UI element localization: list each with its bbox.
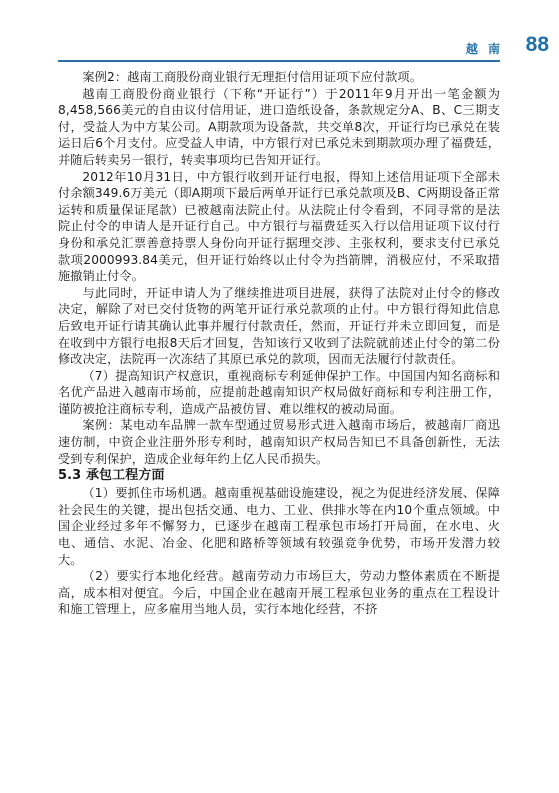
country-label: 越 南 xyxy=(465,42,503,56)
header-rule xyxy=(58,60,500,62)
page-body xyxy=(58,69,500,618)
case-2-paragraph-3: 与此同时，开证申请人为了继续推进项目进展，获得了法院对止付令的修改决定，解除了对已交付货物的两笔开证行承兑款项的止付。中方银行得知此信息后致电开证行请其确认此事并履行付款责任，然而，开证行并未立即回复，而是在收到中方银行电报8天后才回复，告知该行又收到了法院就前述止付令的第二份修改决定，法院再一次冻结了其原已承兑的款项，因而无法履行付款责任。 xyxy=(58,285,500,367)
page-number: 88 xyxy=(525,33,549,56)
case-2-title: 案例2：越南工商股份商业银行无理拒付信用证项下应付款项。 xyxy=(82,70,423,84)
ip-awareness-paragraph: （7）提高知识产权意识，重视商标专利延伸保护工作。中国国内知名商标和名优产品进入越南市场前，应提前赴越南知识产权局做好商标和专利注册工作，谨防被抢注商标专利，造成产品被仿冒、难以维权的被动局面。 xyxy=(58,368,500,416)
section-heading: 5.3 承包工程方面 xyxy=(58,468,165,484)
case-2-paragraph-2: 2012年10月31日，中方银行收到开证行电报，得知上述信用证项下全部未付余额349.6万美元（即A期项下最后两单开证行已承兑款项及B、C两期设备正常运转和质量保证尾款）已被越南法院止付。从法院止付令看到，不同寻常的是法院止付令的申请人是开证行自己。中方银行与福费廷买入行以信用证项下议付行身份和承兑汇票善意持票人身份向开证行据理交涉、主张权利，要求支付已承兑款项2000993.84美元，但开证行始终以止付令为挡箭牌，消极应付，不采取措施撤销止付令。 xyxy=(58,169,500,284)
contracting-paragraph-1: （1）要抓住市场机遇。越南重视基础设施建设，视之为促进经济发展、保障社会民生的关键，提出包括交通、电力、工业、供排水等在内10个重点领域。中国企业经过多年不懈努力，已逐步在越南工程承包市场打开局面，在水电、火电、通信、水泥、冶金、化肥和路桥等领域有较强竞争优势，市场开发潜力较大。 xyxy=(58,486,500,567)
case-2-paragraph-1: 越南工商股份商业银行（下称“开证行”）于2011年9月开出一笔金额为8,458,566美元的自由议付信用证，进口造纸设备，条款规定分A、B、C三期支付，受益人为中方某公司。A期款项为设备款，共交单8次，开证行均已承兑在装运日后6个月支付。应受益人申请，中方银行对已承兑未到期款项办理了福费廷，并随后转卖另一银行，转卖事项均已告知开证行。 xyxy=(58,86,500,167)
contracting-paragraph-2: （2）要实行本地化经营。越南劳动力市场巨大，劳动力整体素质在不断提高，成本相对便宜。今后，中国企业在越南开展工程承包业务的重点在工程设计和施工管理上，应多雇用当地人员，实行本地化经营，不挤 xyxy=(58,569,500,617)
ip-case-paragraph: 案例：某电动车品牌一款车型通过贸易形式进入越南市场后，被越南厂商迅速仿制，中资企业注册外形专利时，越南知识产权局告知已不具备创新性，无法受到专利保护，造成企业每年约上亿人民币损失。 xyxy=(58,418,500,466)
